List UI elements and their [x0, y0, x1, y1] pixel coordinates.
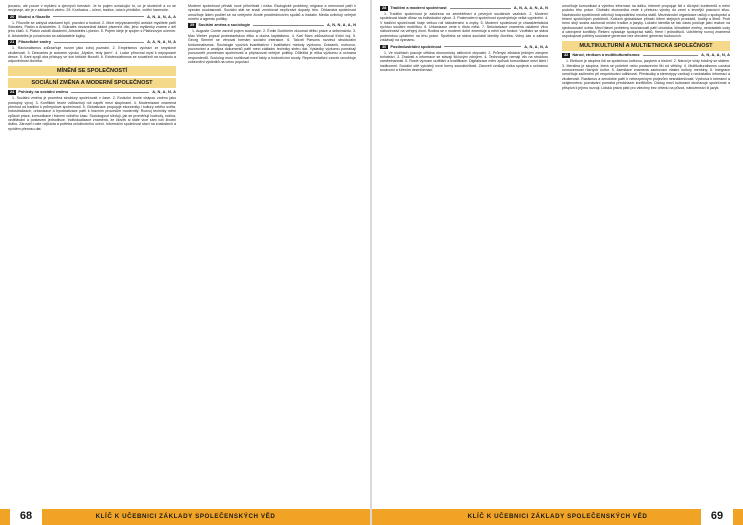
exercise-number: 20: [10, 13, 15, 19]
exercise-header: [8, 15, 176, 20]
exercise-title: Tradiční a moderní společnost: [390, 5, 447, 10]
exercise-header: [562, 53, 730, 58]
page-number: 68: [10, 507, 42, 525]
page-number: 69: [701, 507, 733, 525]
footer-title: KLÍČ K UČEBNICI ZÁKLADY SPOLEČENSKÝCH VĚD: [95, 513, 276, 520]
left-column-2: [188, 4, 356, 496]
exercise-answers: A, N, A, N, A: [152, 89, 176, 95]
exercise-header: [380, 45, 548, 50]
page-footer: [372, 503, 743, 525]
exercise-title: Postindustriální společnost: [390, 43, 442, 49]
exercise-header: [8, 90, 176, 95]
left-column-1: [8, 4, 176, 496]
section-heading: MÍNĚNÍ SE SPOLEČNOSTÍ: [8, 66, 176, 76]
exercise-answers: A, A, N, A, N, A: [147, 39, 176, 45]
exercise-answers: A, N, N, A, A, N: [327, 22, 356, 28]
exercise-number: 21: [10, 39, 15, 45]
right-column-2: [562, 4, 730, 496]
exercise-title: Sociální změna a sociologie: [198, 22, 251, 28]
paragraph: Moderní společnost přináší nové příležitosti i rizika. Ekologické problémy, migrace a nerovnost patří k výzvám současnosti. Sociální stát se snaží zmírňovat nepříznivé dopady trhu. Občanská společnost umožňuje lidem podílet se na veřejném životě prostřednictvím spolků a iniciativ. Média ovlivňují veřejné mínění a agendu politiky.: [188, 4, 356, 22]
exercise-header: [188, 23, 356, 28]
exercise-title: Filozofické směry: [18, 39, 51, 45]
section-heading: MULTIKULTURNÍ A MULTIETNICKÁ SPOLEČNOST: [562, 41, 730, 51]
paragraph: 1. Sociální změna je proměna struktury společnosti v čase. 2. Evoluční teorie chápou změnu jako postupný vývoj. 3. Konfliktní teorie zdůrazňují roli napětí mezi skupinami. 4. Modernizace znamená přechod od tradiční k průmyslové společnosti. 5. Globalizace propojuje ekonomiky i kultury celého světa. Industrializace, urbanizace a byrokratizace patří k hlavním procesům modernity. Rozvoj techniky mění způsob práce, komunikace i trávení volného času. Sociologové sledují, jak se proměňují hodnoty, rodina, vzdělávání a postavení jednotlivce. Individualizace znamená, že člověk si stále více sám volí životní dráhu. Zároveň roste nejistota a potřeba celoživotního učení. Informační společnost staví na znalostech a rychlém přenosu dat.: [8, 96, 176, 131]
paragraph: 1. Auguste Comte zavedl pojem sociologie. 2. Émile Durkheim zkoumal dělbu práce a sebevraždu. 3. Max Weber popsal protestantskou etiku a ducha kapitalismu. 4. Karl Marx zdůrazňoval třídní boj. 5. Georg Simmel se věnoval formám sociální interakce. 6. Talcott Parsons rozvinul strukturální funkcionalismus. Sociologie využívá kvantitativní i kvalitativní metody výzkumu. Dotazník, rozhovor, pozorování a analýza dokumentů patří mezi základní techniky sběru dat. Výsledky výzkumu pomáhají porozumět proměnám společnosti a připravovat veřejné politiky. Důležitá je etika výzkumu a ochrana respondentů. Sociolog musí rozlišovat mezi fakty a hodnotícími soudy. Reprezentativní vzorek umožňuje zobecnění výsledků na celou populaci.: [188, 29, 356, 64]
exercise-answers: A, N, A, N, A, A: [147, 13, 176, 19]
exercise-answers: A, N, A, N, A: [524, 43, 548, 49]
right-column-1: [380, 4, 548, 496]
divider: [450, 8, 511, 9]
section-heading: SOCIÁLNÍ ZMĚNA A MODERNÍ SPOLEČNOST: [8, 78, 176, 88]
exercise-title: Mudrci a filozofie: [18, 13, 51, 19]
paragraph: 1. Etnikum je skupina lidí se společnou kulturou, jazykem a historií. 2. Národ je vždy totožný se státem. 3. Menšina je skupina, která se početně nebo postavením liší od většiny. 4. Multikulturalismus uznává rovnocennost různých kultur. 5. Asimilace znamená zachování vlastní kultury menšiny. 6. Integrace umožňuje začlenění při respektování odlišností. Předsudky a stereotypy vznikají z nedostatku informací a zkušeností. Rasismus a xenofobie patří k nebezpečným projevům nesnášenlivosti. Výchova k toleranci a vzájemnému poznávání pomáhá předcházet konfliktům. Dialog mezi kulturami obohacuje společnost a přispívá k jejímu rozvoji. Lidská práva platí pro všechny bez ohledu na původ, náboženství či jazyk.: [562, 59, 730, 90]
paragraph: jsoucnu, ale pouze v myšlení a zjevných formách. Je to pojem označující to, co je skutečně a co se nezjevuje, ale je v základech všeho. 29. Konfucius – učení, tradice, úcta k předkům, vnitřní harmonie.: [8, 4, 176, 13]
right-page: [372, 0, 743, 525]
exercise-answers: A, N, A, A, N, A, N: [513, 5, 548, 10]
left-page: [0, 0, 371, 525]
divider: [643, 55, 699, 56]
exercise-number: 24: [10, 89, 15, 95]
exercise-number: 28: [382, 5, 387, 10]
exercise-title: Národ, etnikum a multikulturalismus: [572, 52, 640, 58]
exercise-number: 30: [382, 43, 387, 49]
paragraph: 1. Filozofie se zabývá otázkami bytí, poznání a hodnot. 2. Mezi nejvýznamnější antické myslitele patří Sókratés, Platón a Aristotelés. 3. Sókratés nezanechal žádné písemné dílo, jeho myšlenky známe z děl jeho žáků. 4. Platón založil Akademii, Aristotelés Lykeion. 5. Pojem ideje je spojen s Platónovým učením. 6. Aristotelés je považován za zakladatele logiky.: [8, 20, 176, 38]
page-footer: [0, 503, 371, 525]
paragraph: 1. Ve službách pracuje většina ekonomicky aktivních obyvatel. 2. Průmysl zůstává jediným zdrojem bohatství. 3. Znalosti a informace se stávají klíčovým zdrojem. 4. Technologie nemají vliv na strukturu zaměstnanosti. 5. Roste význam vzdělání a kvalifikace. Digitalizace mění způsob komunikace mezi lidmi i institucemi. Sociální sítě vytvářejí nové formy sounáležitosti. Zároveň vznikají rizika spojená s ochranou soukromí a šířením dezinformací.: [380, 50, 548, 72]
exercise-title: Pohledy na sociální změnu: [18, 89, 69, 95]
exercise-header: [380, 6, 548, 11]
divider: [71, 92, 149, 93]
exercise-number: 25: [190, 22, 195, 28]
divider: [253, 25, 324, 26]
paragraph: umožňuje komunikaci a výměnu informací na dálku. Internet propojuje lidi z různých kontinentů a mění podobu trhu práce. Globální ekonomika vede k přesunu výroby do zemí s levnější pracovní silou. Nadnárodní společnosti ovlivňují hospodářství mnoha států. Mezinárodní organizace usilují o spolupráci a řešení společných problémů. Kulturní globalizace přináší šíření stejných produktů, hudby a filmů. Proti tomu stojí snaha zachovat místní tradice a jazyky. Lokální identita se tak často posiluje jako reakce na sjednocování světa. Mezi hlavní problémy současnosti patří chudoba, klimatické změny, nedostatek vody a ozbrojené konflikty. Řešení vyžaduje spolupráci států, firem i jednotlivců. Udržitelný rozvoj znamená uspokojovat potřeby současné generace bez ohrožení generací budoucích.: [562, 4, 730, 39]
exercise-number: 32: [564, 52, 569, 58]
footer-title: KLÍČ K UČEBNICI ZÁKLADY SPOLEČENSKÝCH VĚD: [467, 513, 648, 520]
divider: [53, 16, 144, 17]
exercise-answers: A, N, A, A, N, A: [701, 52, 730, 58]
paragraph: 1. Tradiční společnost je založena na zemědělství a pevných sociálních vazbách. 2. Moderní společnost klade důraz na individuální výkon. 3. Postmoderní společnost zpochybňuje velká vyprávění. 4. V tradiční společnosti hraje velkou roli náboženství a zvyky. 5. Moderní společnost je charakteristická rychlou sociální mobilitou. 6. Urbanizace vede k růstu měst. 7. Sekularizace znamená oslabení vlivu náboženství na veřejný život. Rodina se v moderní době zmenšuje a mění své funkce. Vzdělání se stává podmínkou uplatnění na trhu práce. Spotřeba se stává součástí identity člověka. Volný čas a zábava získávají na významu.: [380, 12, 548, 43]
paragraph: 1. Racionalismus zdůrazňuje rozum jako zdroj poznání. 2. Empirismus vychází ze smyslové zkušenosti. 3. Descartes je autorem výroku „Myslím, tedy jsem“. 4. Locke přirovnal mysl k nepopsané desce. 5. Kant spojil oba přístupy ve své kritické filozofii. 6. Existencialismus se soustředí na svobodu a odpovědnost člověka.: [8, 46, 176, 64]
divider: [54, 42, 144, 43]
exercise-header: [8, 40, 176, 45]
divider: [444, 46, 521, 47]
